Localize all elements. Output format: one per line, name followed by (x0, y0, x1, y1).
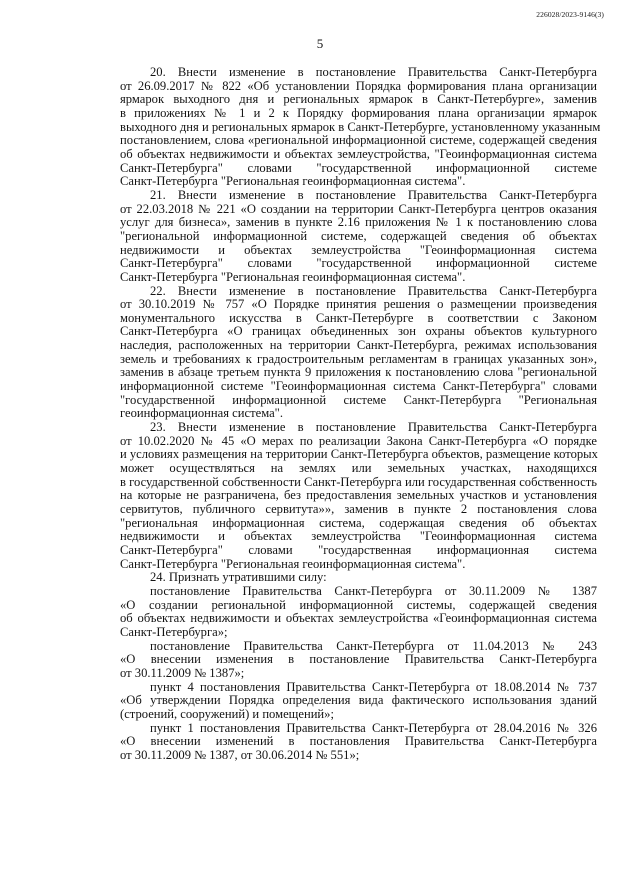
text-line: Санкт-Петербурга" словами "государственная информационная система (120, 542, 597, 557)
paragraph-item-23 (88, 421, 597, 571)
text-line: пункт 4 постановления Правительства Санкт-Петербурга от 18.08.2014 № 737 (150, 679, 597, 694)
text-line: (строений, сооружений) и помещений»; (120, 706, 334, 721)
text-line: сервитутов, публичного сервитута»», заменив в пункте 2 постановления слова (120, 502, 597, 516)
text-line: недвижимости и объектах землеустройства "Геоинформационная система (120, 242, 597, 257)
text-line: 22. Внести изменение в постановление Правительства Санкт-Петербурга (150, 283, 597, 298)
text-line: «О внесении изменения в постановление Правительства Санкт-Петербурга (120, 652, 597, 667)
text-line: от 30.11.2009 № 1387»; (120, 665, 245, 680)
text-line: Санкт-Петербурга" словами "государственной информационной системе (120, 256, 597, 271)
text-line: 23. Внести изменение в постановление Правительства Санкт-Петербурга (150, 420, 597, 435)
repealed-act-1 (88, 585, 597, 640)
text-line: в государственной собственности Санкт-Петербурга или государственная собственность (120, 474, 597, 489)
repealed-act-3 (88, 681, 597, 722)
document-body (88, 65, 601, 762)
text-line: на которые не разграничена, без предоставления земельных участков и установления (120, 488, 597, 503)
text-line: может осуществляться на землях или земельных участках, находящихся (120, 461, 597, 476)
text-line: земель и требованиях к градостроительным регламентам в границах указанных зон», (120, 351, 597, 366)
text-line: постановление Правительства Санкт-Петербурга от 30.11.2009 № 1387 (150, 583, 597, 598)
text-line: Санкт-Петербурга "Региональная геоинформационная система". (120, 556, 466, 571)
text-line: ярмарок выходного дня и региональных ярмарок в Санкт-Петербурге», заменив (120, 92, 597, 107)
text-line: 24. Признать утратившими силу: (150, 570, 327, 585)
text-line: информационной системе "Геоинформационная система Санкт-Петербурга" словами (120, 379, 597, 394)
text-line: в приложениях № 1 и 2 к Порядку формирования плана организации ярмарок (120, 105, 597, 120)
text-line: геоинформационная система". (120, 406, 283, 421)
text-line: от 22.03.2018 № 221 «О создании на территории Санкт-Петербурга центров оказания (120, 201, 597, 216)
paragraph-item-20 (88, 65, 601, 189)
text-line: "региональная информационная система, содержащая сведения об объектах (120, 515, 597, 530)
page-number: 5 (316, 36, 324, 51)
text-line: постановлением, слова «региональной информационной системе, содержащей сведения (120, 133, 597, 148)
text-line: от 30.10.2019 № 757 «О Порядке принятия решения о размещении произведения (120, 297, 597, 312)
text-line: заменив в абзаце третьем пункта 9 приложения к постановлению слова "региональной (120, 365, 597, 380)
text-line: монументального искусства в Санкт-Петербурге в соответствии с Законом (120, 310, 597, 325)
text-line: недвижимости и объектах землеустройства "Геоинформационная система (120, 529, 597, 544)
text-line: от 10.02.2020 № 45 «О мерах по реализации Закона Санкт-Петербурга «О порядке (120, 433, 597, 448)
repealed-act-4 (88, 722, 597, 763)
paragraph-item-24-heading (88, 571, 597, 585)
text-line: об объектах недвижимости и объектах землеустройства, "Геоинформационная система (120, 146, 597, 161)
text-line: "региональной информационной системе, содержащей сведения об объектах (120, 228, 597, 243)
document-registration-number: 226028/2023-9146(3) (536, 10, 604, 19)
text-line: Санкт-Петербурга "Региональная геоинформационная система". (120, 174, 466, 189)
text-line: «О создании региональной информационной системы, содержащей сведения (120, 597, 597, 612)
text-line: от 26.09.2017 № 822 «Об установлении Порядка формирования плана организации (120, 78, 597, 93)
text-line: пункт 1 постановления Правительства Санкт-Петербурга от 28.04.2016 № 326 (150, 720, 597, 735)
text-line: наследия, расположенных на территории Санкт-Петербурга, режимах использования (120, 338, 597, 353)
paragraph-item-21 (88, 189, 597, 285)
text-line: Санкт-Петербурга «О границах объединенных зон охраны объектов культурного (120, 324, 597, 339)
text-line: выходного дня и региональных ярмарок в Санкт-Петербурге, установленному указанным (120, 119, 601, 134)
repealed-act-2 (88, 640, 597, 681)
text-line: Санкт-Петербурга" словами "государственной информационной системе (120, 160, 597, 175)
text-line: услуг для бизнеса», заменив в пункте 2.16 приложения № 1 к постановлению слова (120, 215, 597, 230)
text-line: об объектах недвижимости и объектах землеустройства «Геоинформационная система (120, 611, 597, 626)
text-line: постановление Правительства Санкт-Петербурга от 11.04.2013 № 243 (150, 638, 597, 653)
text-line: "государственной информационной системе Санкт-Петербурга "Региональная (120, 392, 597, 407)
text-line: 20. Внести изменение в постановление Правительства Санкт-Петербурга (150, 65, 597, 79)
text-line: от 30.11.2009 № 1387, от 30.06.2014 № 551»; (120, 747, 360, 762)
text-line: Санкт-Петербурга "Региональная геоинформационная система". (120, 269, 466, 284)
text-line: Санкт-Петербурга»; (120, 624, 228, 639)
text-line: и условиях размещения на территории Санкт-Петербурга объектов, размещение которых (120, 447, 598, 462)
text-line: 21. Внести изменение в постановление Правительства Санкт-Петербурга (150, 187, 597, 202)
paragraph-item-22 (88, 285, 597, 422)
text-line: «О внесении изменений в постановления Правительства Санкт-Петербурга (120, 734, 597, 749)
text-line: «Об утверждении Порядка определения вида фактического использования зданий (120, 693, 597, 708)
